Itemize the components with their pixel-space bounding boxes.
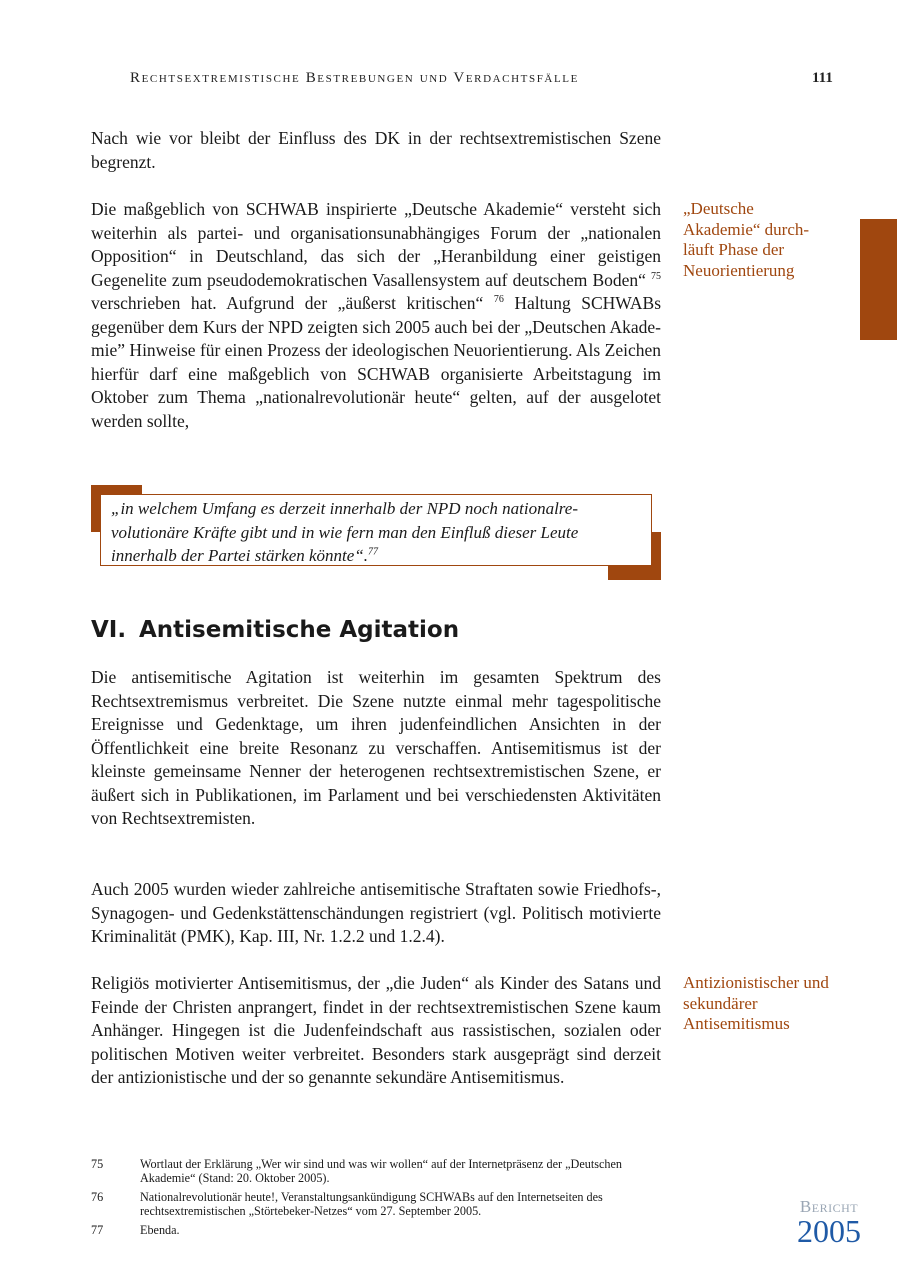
paragraph-text: verschrieben hat. Aufgrund der „äußerst kritischen“ bbox=[91, 293, 494, 313]
report-logo bbox=[797, 1197, 861, 1249]
page-number: 111 bbox=[812, 70, 833, 86]
margin-note-antizionism: Antizionistischer und sekundärer Antisemitismus bbox=[683, 973, 829, 1033]
section-number: VI. bbox=[91, 617, 127, 643]
footnote-text: Wortlaut der Erklärung „Wer wir sind und was wir wollen“ auf der Internetpräsenz der „Deutschen Akademie“ (Stand: 20. Oktober 2005). bbox=[140, 1157, 622, 1185]
footnote-text: Nationalrevolutionär heute!, Veranstaltungsankündigung SCHWABs auf den Internetseiten des rechtsextremistischen „Störtebeker-Netzes“ vom 27. September 2005. bbox=[140, 1190, 603, 1218]
chapter-side-tab bbox=[860, 219, 897, 340]
report-logo-year: 2005 bbox=[797, 1213, 861, 1249]
footnote-75 bbox=[91, 1158, 656, 1185]
section-heading bbox=[91, 617, 459, 643]
quote-box bbox=[100, 494, 652, 566]
quote-text bbox=[111, 497, 641, 568]
report-logo-word: Bericht bbox=[799, 1197, 859, 1216]
footnote-ref-77[interactable]: 77 bbox=[368, 546, 379, 558]
footnote-number: 76 bbox=[91, 1190, 104, 1204]
paragraph-text: Haltung SCHWABs gegenüber dem Kurs der NPD zeigten sich 2005 auch bei der „Deutschen Akademie” Hinweise für einen Prozess der ideologischen Neuorientierung. Als Zeichen hierfür darf eine maßgeblich von SCHWAB organisierte Arbeitstagung im Oktober zum Thema „nationalrevolutionär heute“ gelten, auf der ausgelotet werden sollte, bbox=[91, 293, 662, 431]
paragraph-offences-2005: Auch 2005 wurden wieder zahlreiche antisemitische Straftaten sowie Friedhofs-, Synagogen- und Gedenkstättenschändungen registriert (vgl. Politisch motivierte Kriminalität (PMK), Kap. III, Nr. 1.2.2 und 1.2.4). bbox=[91, 879, 661, 946]
paragraph-text: Die maßgeblich von SCHWAB inspirierte „Deutsche Akademie“ versteht sich weiterhin als partei- und organisationsunabhängiges Forum der „nationalen Opposition“ in Deutschland, das sich der „Heranbildung einer geistigen Gegenelite zum pseudodemokratischen Vasallensystem auf deutschem Boden“ bbox=[91, 199, 661, 290]
paragraph-antisemitic-agitation: Die antisemitische Agitation ist weiterhin im gesamten Spektrum des Rechtsextremismus verbreitet. Die Szene nutzte einmal mehr tagespolitische Ereignisse und Gedenktage, um ihren judenfeindlichen Ansichten in der Öffentlichkeit eine breite Resonanz zu verschaffen. Antisemitismus ist der kleinste gemeinsame Nenner der heterogenen rechtsextremistischen Szene, er äußert sich in Publikationen, im Parlament und bei verschiedensten Aktivitäten von Rechtsextremisten. bbox=[91, 667, 661, 828]
paragraph-religious-antisemitism: Religiös motivierter Antisemitismus, der „die Juden“ als Kinder des Satans und Feinde der Christen anprangert, findet in der rechtsextremistischen Szene kaum Anhänger. Hingegen ist die Judenfeindschaft aus rassistischen, sozialen oder politischen Motiven weiter verbreitet. Besonders stark ausgeprägt sind derzeit der antizionistische und der so genannte sekundäre Antisemitismus. bbox=[91, 973, 661, 1087]
footnote-ref-75[interactable]: 75 bbox=[651, 270, 661, 282]
footnote-77 bbox=[91, 1224, 656, 1238]
quote-body: „in welchem Umfang es derzeit innerhalb der NPD noch nationalrevolutionäre Kräfte gibt und in wie fern man den Einfluß dieser Leute innerhalb der Partei stärken könnte“. bbox=[111, 499, 579, 565]
paragraph-deutsche-akademie bbox=[91, 198, 661, 433]
footnote-number: 75 bbox=[91, 1157, 104, 1171]
footnote-number: 77 bbox=[91, 1223, 104, 1237]
footnotes bbox=[91, 1158, 656, 1244]
section-title: Antisemitische Agitation bbox=[139, 617, 460, 643]
footnote-text: Ebenda. bbox=[140, 1223, 180, 1237]
footnote-76 bbox=[91, 1191, 656, 1218]
running-header-title: Rechtsextremistische Bestrebungen und Verdachtsfälle bbox=[130, 70, 579, 86]
paragraph-dk-influence: Nach wie vor bleibt der Einfluss des DK in der rechtsextremistischen Szene begrenzt. bbox=[91, 128, 661, 172]
margin-note-deutsche-akademie: „Deutsche Akademie“ durchläuft Phase der Neuorientierung bbox=[683, 199, 810, 280]
footnote-ref-76[interactable]: 76 bbox=[493, 294, 504, 306]
